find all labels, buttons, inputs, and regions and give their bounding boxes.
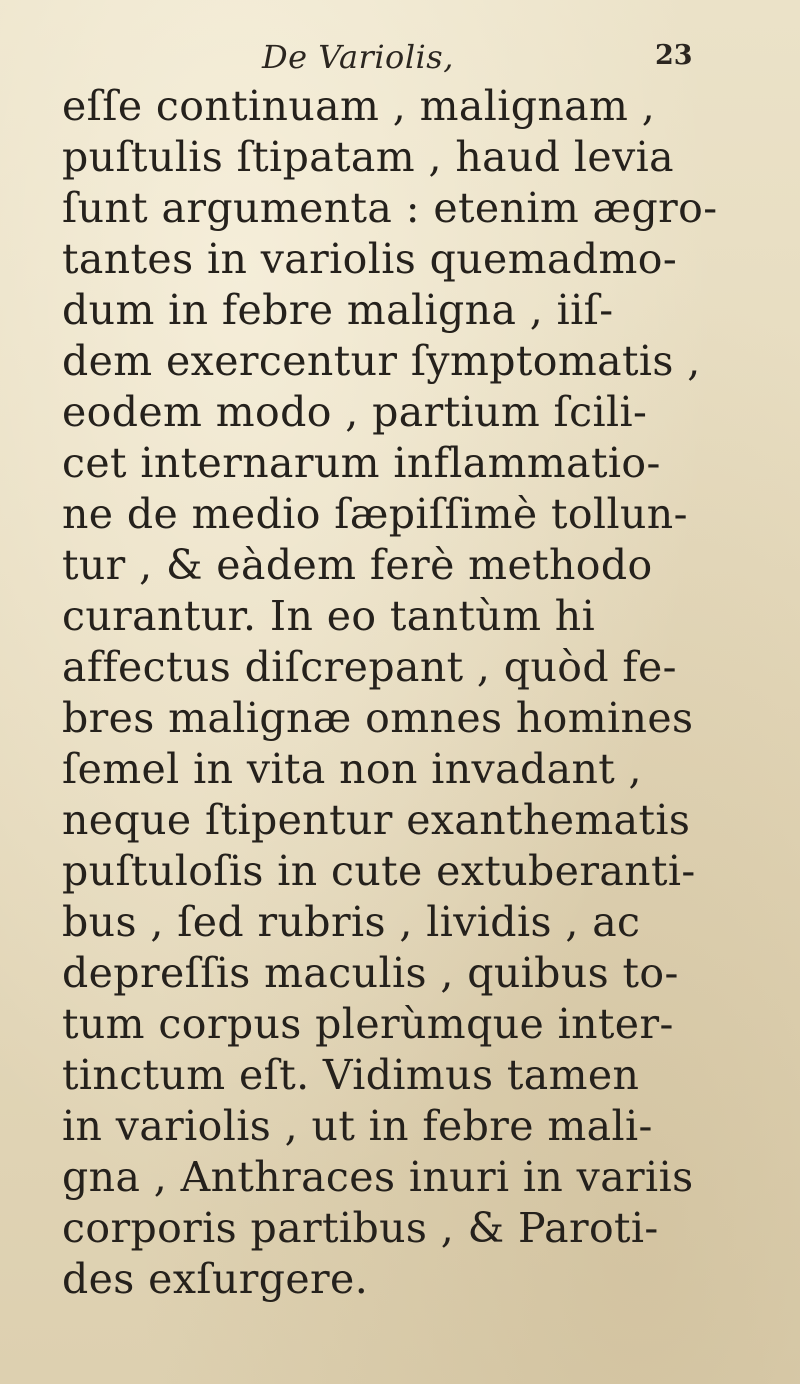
text-line: depreſſis maculis , quibus to- [62,949,679,997]
text-line: bus , ſed rubris , lividis , ac [62,898,641,946]
text-line: cet internarum inflammatio- [62,439,661,487]
text-line: corporis partibus , & Paroti- [62,1204,659,1252]
text-line: gna , Anthraces inuri in variis [62,1153,694,1201]
page-number: 23 [655,40,693,71]
text-line: neque ſtipentur exanthematis [62,796,691,844]
text-line: tur , & eàdem ferè methodo [62,541,653,589]
text-line: ſemel in vita non invadant , [62,745,642,793]
text-line: eodem modo , partium ſcili- [62,388,648,436]
text-line: ſunt argumenta : etenim ægro- [62,184,718,232]
text-line: tum corpus plerùmque inter- [62,1000,674,1048]
text-line: puſtulis ſtipatam , haud levia [62,133,674,181]
text-line: affectus diſcrepant , quòd fe- [62,643,677,691]
text-line: ne de medio ſæpiſſimè tollun- [62,490,688,538]
text-line: bres malignæ omnes homines [62,694,694,742]
running-title: De Variolis, [262,38,454,76]
text-line: in variolis , ut in febre mali- [62,1102,653,1150]
text-line: eſſe continuam , malignam , [62,82,656,130]
text-line: dem exercentur ſymptomatis , [62,337,701,385]
text-line: dum in febre maligna , iiſ- [62,286,614,334]
text-line: puſtuloſis in cute extuberanti- [62,847,696,895]
text-line: tinctum eſt. Vidimus tamen [62,1051,640,1099]
text-line: curantur. In eo tantùm hi [62,592,596,640]
text-line: des exſurgere. [62,1255,369,1303]
text-line: tantes in variolis quemadmo- [62,235,678,283]
